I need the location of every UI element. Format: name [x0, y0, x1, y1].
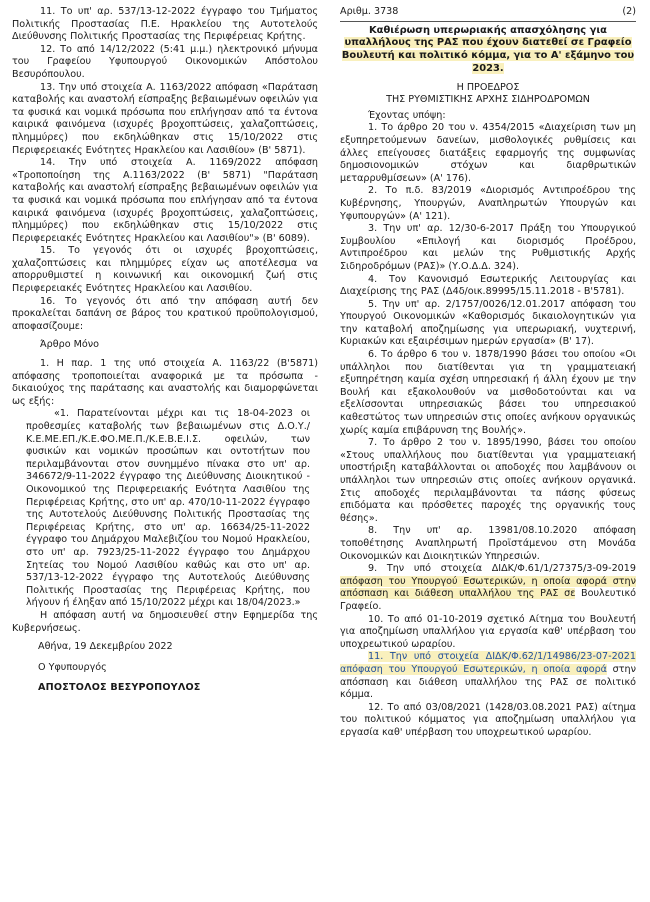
recital-2: 2. Το π.δ. 83/2019 «Διορισμός Αντιπροέδρου της Κυβέρνησης, Υπουργών, Αναπληρωτών Υπουργών και Υφυπουργών» (Α' 121). — [340, 185, 636, 222]
paragraph-13: 13. Την υπό στοιχεία Α. 1163/2022 απόφαση «Παράταση καταβολής και αναστολή είσπραξης βεβαιωμένων οφειλών για τα φυσικά και νομικά πρόσωπα που επλήγησαν από τα έντονα καιρικά φαινόμενα (ισχυρές βροχοπτώσεις, χαλαζοπτώσεις, πλημμύρες) που εκδηλώθηκαν στις 15/10/2022 στις Περιφερειακές Ενότητες Ηρακλείου και Λασιθίου» (Β' 5871). — [12, 81, 318, 156]
publication-clause: Η απόφαση αυτή να δημοσιευθεί στην Εφημερίδα της Κυβερνήσεως. — [12, 609, 318, 634]
place-date: Αθήνα, 19 Δεκεμβρίου 2022 — [38, 641, 173, 653]
recital-10: 10. Το από 01-10-2019 σχετικό Αίτημα του Βουλευτή για αποζημίωση υπαλλήλου για εργασία καθ' υπέρβαση του υποχρεωτικού ωραρίου. — [340, 613, 636, 650]
amended-text-quote: «1. Παρατείνονται μέχρι και τις 18-04-2023 οι προθεσμίες καταβολής των βεβαιωμένων στις Δ.Ο.Υ./Κ.Ε.ΜΕ.ΕΠ./Κ.Ε.ΦΟ.ΜΕ.Π./Κ.Ε.Β.Ε.Ι.Σ. οφειλών, των φυσικών και νομικών προσώπων και οντοτήτων που περιλαμβάνονται στον συνημμένο πίνακα στο υπ' αρ. 346672/9-11-2022 έγγραφο της Διεύθυνσης Διοικητικού - Οικονομικού της Περιφερειακής Ενότητα Λασιθίου της Περιφέρειας Κρήτης, στο υπ' αρ. 470/10-11-2022 έγγραφο της Αυτοτελούς Διεύθυνσης Πολιτικής Προστασίας της Περιφέρειας Κρήτης, στο υπ' αρ. 16634/25-11-2022 έγγραφο του Δημάρχου Μαλεβιζίου του Νομού Ηρακλείου, στο υπ' αρ. 7923/25-11-2022 έγγραφο του Δημάρχου Σητείας του Νομού Λασιθίου καθώς και στο υπ' αρ. 537/13-12-2022 έγγραφο της Αυτοτελούς Διεύθυνσης Πολιτικής Προστασίας της Περιφέρειας Κρήτης, που λήγουν ή έληξαν από 15/10/2022 μέχρι και 18/04/2023.» — [26, 408, 310, 609]
paragraph-15: 15. Το γεγονός ότι οι ισχυρές βροχοπτώσεις, χαλαζοπτώσεις και πλημμύρες είχαν ως αποτέλεσμα να απορρυθμιστεί η κοινωνική και οικονομική ζωή στις Περιφερειακές Ενότητες Ηρακλείου και Λασιθίου. — [12, 245, 318, 295]
considering-heading: Έχοντας υπόψη: — [368, 109, 446, 121]
subject-line-1: Καθιέρωση υπερωριακής απασχόλησης για — [369, 24, 607, 36]
recital-12: 12. Το από 03/08/2021 (1428/03.08.2021 ΡΑΣ) αίτημα του πολιτικού κόμματος για αποζημίωση υπαλλήλου για εργασία καθ' υπέρβαση του υποχρεωτικού ωραρίου. — [340, 701, 636, 738]
recital-9-start: 9. Την υπό στοιχεία ΔΙΔΚ/Φ.61/1/27375/3-09-2019 — [368, 563, 636, 575]
decision-subject — [340, 25, 636, 76]
left-column — [12, 6, 318, 695]
article-paragraph-1: 1. Η παρ. 1 της υπό στοιχεία Α. 1163/22 (Β'5871) απόφασης τροποποιείται αναφορικά με τα πρόσωπα - δικαιούχος της παράτασης και αναστολής και διαμορφώνεται ως εξής: — [12, 358, 318, 407]
recital-1: 1. Το άρθρο 20 του ν. 4354/2015 «Διαχείριση των μη εξυπηρετούμενων δανείων, μισθολογικές ρυθμίσεις και άλλες επείγουσες διατάξεις εφαρμογής της συμφωνίας δημοσιονομικών στόχων και διαρθρωτικών μεταρρυθμίσεων» (Α' 176). — [340, 122, 636, 184]
subject-highlight: υπαλλήλους της ΡΑΣ που έχουν διατεθεί σε Γραφείο Βουλευτή και πολιτικό κόμμα, για το Α' εξάμηνο του 2023. — [341, 37, 635, 74]
paragraph-12: 12. Το από 14/12/2022 (5:41 μ.μ.) ηλεκτρονικό μήνυμα του Γραφείου Υφυπουργού Οικονομικών Απόστολου Βεσυρόπουλου. — [12, 43, 318, 80]
recital-11-highlight: 11. Την υπό στοιχεία ΔΙΔΚ/Φ.62/1/14986/23-07-2021 απόφαση του Υπουργού Εσωτερικών, η οποία αφορά — [340, 651, 636, 675]
paragraph-16: 16. Το γεγονός ότι από την απόφαση αυτή δεν προκαλείται δαπάνη σε βάρος του κρατικού προϋπολογισμού, αποφασίζουμε: — [12, 295, 318, 332]
recital-7: 7. Το άρθρο 2 του ν. 1895/1990, βάσει του οποίου «Στους υπαλλήλους που διατίθενται για γραμματειακή υποστήριξη καταβάλλονται οι αποδοχές που λαμβάνουν οι υπάλληλοι των υπηρεσιών στις οποίες ανήκουν οργανικά. Στις αποδοχές περιλαμβάνονται τα πάσης φύσεως επιδόματα και πρόσθετες παροχές της οργανικής τους θέσης». — [340, 437, 636, 524]
signer-name: ΑΠΟΣΤΟΛΟΣ ΒΕΣΥΡΟΠΟΥΛΟΣ — [38, 682, 201, 694]
recital-9-highlight: απόφαση του Υπουργού Εσωτερικών, η οποία αφορά στην απόσπαση και διάθεση υπαλλήλου της ΡΑΣ σε — [340, 575, 636, 600]
decision-header — [340, 6, 636, 22]
recital-9 — [340, 563, 636, 613]
president-title: Η ΠΡΟΕΔΡΟΣ — [456, 81, 520, 93]
recital-5: 5. Την υπ' αρ. 2/1757/0026/12.01.2017 απόφαση του Υπουργού Οικονομικών «Καθορισμός δικαιολογητικών για την καταβολή αποζημίωσης για υπερωριακή, νυχτερινή, Κυριακών και εξαιρέσιμων ημερών εργασία» (Β' 17). — [340, 298, 636, 348]
page-number: (2) — [622, 6, 636, 17]
recital-9-end: Βουλευτικό Γραφείο. — [340, 588, 636, 612]
recital-11 — [340, 651, 636, 701]
paragraph-11: 11. Το υπ' αρ. 537/13-12-2022 έγγραφο του Τμήματος Πολιτικής Προστασίας Π.Ε. Ηρακλείου της Αυτοτελούς Διεύθυνσης Πολιτικής Προστασίας της Περιφέρειας Κρήτης. — [12, 6, 318, 43]
recital-11-end: στην απόσπαση και διάθεση υπαλλήλου της ΡΑΣ σε πολιτικό κόμμα. — [340, 663, 636, 701]
minister-title: Ο Υφυπουργός — [38, 661, 107, 673]
right-column — [340, 6, 636, 739]
recital-4: 4. Τον Κανονισμό Εσωτερικής Λειτουργίας και Διαχείρισης της ΡΑΣ (Δ4δ/οικ.89995/15.11.2018 - Β'5781). — [340, 273, 636, 298]
paragraph-14: 14. Την υπό στοιχεία Α. 1169/2022 απόφαση «Τροποποίηση της Α.1163/2022 (Β' 5871) "Παράταση καταβολής και αναστολή είσπραξης βεβαιωμένων οφειλών για τα φυσικά και νομικά πρόσωπα που επλήγησαν από τα έντονα καιρικά φαινόμενα (ισχυρές βροχοπτώσεις, χαλαζοπτώσεις, πλημμύρες) που εκδηλώθηκαν στις 15/10/2022 στις Περιφερειακές Ενότητες Ηρακλείου και Λασιθίου"» (Β' 6089). — [12, 157, 318, 244]
issuing-authority — [340, 82, 636, 106]
decision-number: Αριθμ. 3738 — [340, 6, 399, 17]
recital-8: 8. Την υπ' αρ. 13981/08.10.2020 απόφαση τοποθέτησης Αναπληρωτή Προϊστάμενου στη Μονάδα Οικονομικών και Διοικητικών Υπηρεσιών. — [340, 525, 636, 562]
article-title: Άρθρο Μόνο — [40, 339, 99, 351]
authority-name: ΤΗΣ ΡΥΘΜΙΣΤΙΚΗΣ ΑΡΧΗΣ ΣΙΔΗΡΟΔΡΟΜΩΝ — [386, 93, 590, 105]
recital-3: 3. Την υπ' αρ. 12/30-6-2017 Πράξη του Υπουργικού Συμβουλίου «Επιλογή και διορισμός Προέδρου, Αντιπροέδρου και μελών της Ρυθμιστικής Αρχής Σιδηροδρόμων (ΡΑΣ)» (Υ.Ο.Δ.Δ. 324). — [340, 223, 636, 272]
recital-6: 6. Το άρθρο 6 του ν. 1878/1990 βάσει του οποίου «Οι υπάλληλοι που διατίθενται για τη γραμματειακή εξυπηρέτηση καμία σχέση υπηρεσιακή ή άλλη έχουν με την Βουλή και εξακολουθούν να μισθοδοτούνται και να εξελίσσονται υπηρεσιακώς βάσει του υπηρεσιακού καθεστώτος των υπηρεσιών στις οποίες ανήκουν οργανικώς χωρίς καμία επιβάρυνση της Βουλής». — [340, 349, 636, 436]
